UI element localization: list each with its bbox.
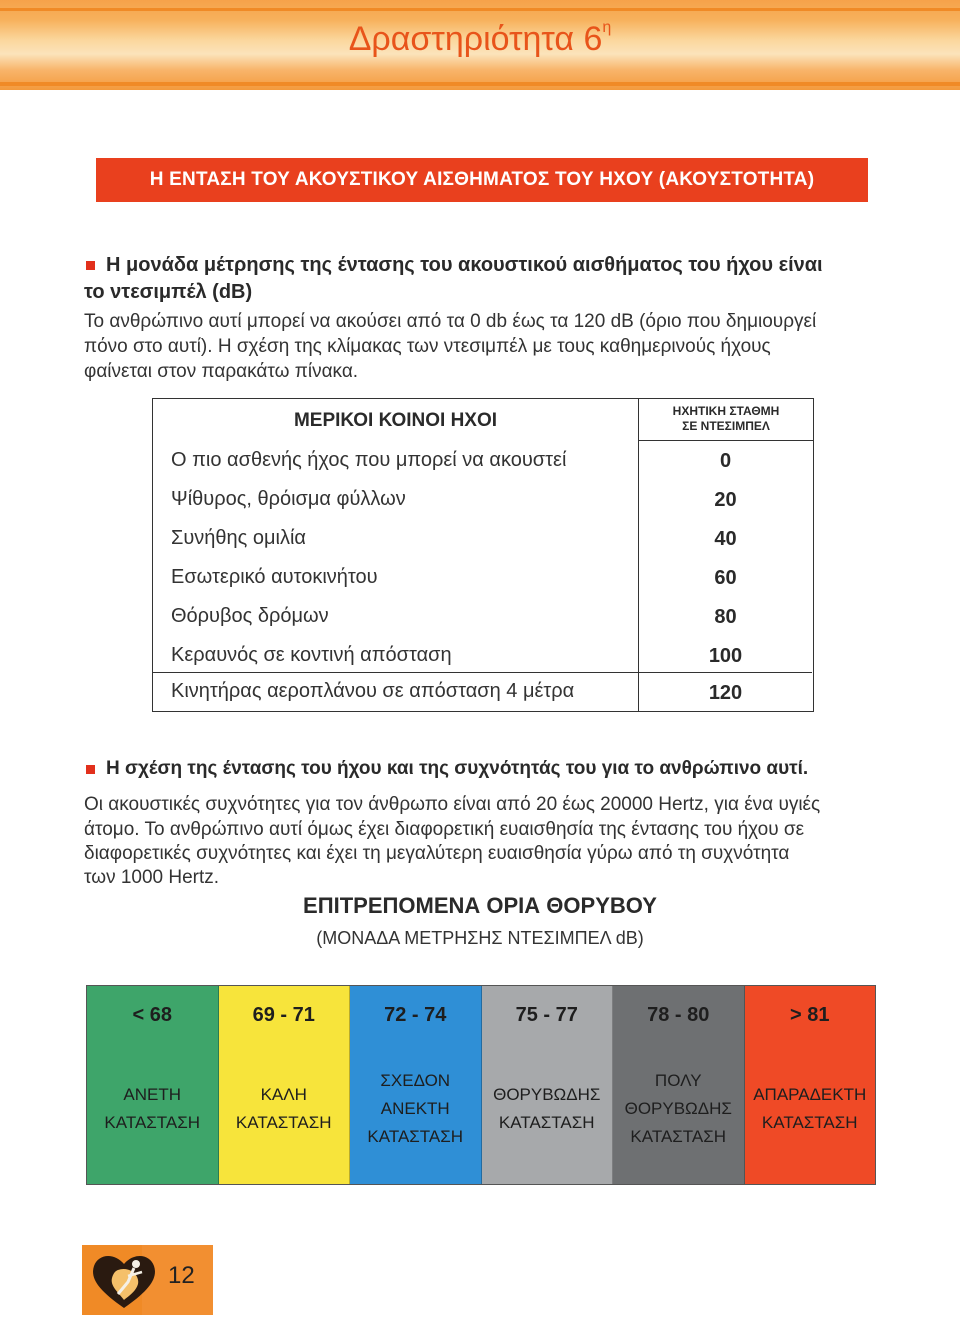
noise-limits-scale [86,985,876,1185]
noise-range: > 81 [790,1004,830,1026]
sound-decibels: 120 [638,672,812,711]
table-row [153,480,812,519]
table-header-decibels-line1: ΗΧΗΤΙΚΗ ΣΤΑΘΜΗ [672,404,780,418]
table-row [153,636,812,675]
header-stripe [0,8,960,11]
section2-paragraph-line3: διαφορετικές συχνότητες και έχει τη μεγαλύτερη ευαισθησία γύρω από τη συχνότητα [84,843,790,864]
section2-paragraph-line2: άτομο. Το ανθρώπινο αυτί όμως έχει διαφορετική ευαισθησία της έντασης του ήχου σε [84,819,805,840]
table-header-sounds: ΜΕΡΙΚΟΙ ΚΟΙΝΟΙ ΗΧΟΙ [293,410,498,431]
sound-name: Εσωτερικό αυτοκινήτου [171,566,378,588]
header-stripe [0,82,960,86]
heart-logo-icon [88,1250,160,1312]
table-row [153,672,812,711]
noise-limits-title: ΕΠΙΤΡΕΠΟΜΕΝΑ ΟΡΙΑ ΘΟΡΥΒΟΥ [303,893,657,918]
sound-name: Ο πιο ασθενής ήχος που μπορεί να ακουστεί [171,449,567,471]
sound-decibels: 100 [638,636,812,675]
sound-decibels: 80 [638,597,812,636]
table-header-decibels-line2: ΣΕ ΝΤΕΣΙΜΠΕΛ [682,419,770,433]
sound-decibels: 20 [638,480,812,519]
table-row [153,519,812,558]
noise-range: 72 - 74 [384,1004,447,1026]
noise-level-comfortable [87,986,219,1184]
table-row [153,441,812,480]
common-sounds-table [152,398,814,712]
sound-decibels: 0 [638,441,812,480]
section1-paragraph-line2: πόνο στο αυτί). Η σχέση της κλίμακας των ντεσιμπέλ με τους καθημερινούς ήχους [84,336,771,357]
bullet-icon [86,765,95,774]
noise-level-good [219,986,351,1184]
sound-name: Θόρυβος δρόμων [171,605,329,627]
noise-condition: ΘΟΡΥΒΩΔΗΣ ΚΑΤΑΣΤΑΣΗ [493,1085,601,1132]
section2-heading: Η σχέση της έντασης του ήχου και της συχνότητάς του για το ανθρώπινο αυτί. [106,758,809,779]
noise-condition: ΑΝΕΤΗ ΚΑΤΑΣΤΑΣΗ [104,1085,201,1132]
sound-decibels: 40 [638,519,812,558]
section2-paragraph-line1: Οι ακουστικές συχνότητες για τον άνθρωπο είναι από 20 έως 20000 Hertz, για ένα υγιές [84,794,821,815]
page-number: 12 [168,1262,195,1289]
noise-range: < 68 [132,1004,172,1026]
noise-level-tolerable [350,986,482,1184]
page-title-text: Δραστηριότητα 6 [348,20,603,58]
sound-name: Συνήθης ομιλία [171,527,306,549]
table-row [153,558,812,597]
bullet-icon [86,261,95,270]
noise-condition: ΑΠΑΡΑΔΕΚΤΗ ΚΑΤΑΣΤΑΣΗ [753,1085,867,1132]
table-row [153,597,812,636]
noise-range: 78 - 80 [647,1004,710,1026]
noise-level-unacceptable [745,986,876,1184]
sound-name: Κεραυνός σε κοντινή απόσταση [171,644,452,666]
noise-level-very-noisy [613,986,745,1184]
page-title [0,20,960,59]
noise-condition: ΠΟΛΥ ΘΟΡΥΒΩΔΗΣ ΚΑΤΑΣΤΑΣΗ [624,1071,732,1146]
noise-range: 69 - 71 [252,1004,315,1026]
sound-name: Κινητήρας αεροπλάνου σε απόσταση 4 μέτρα [171,680,575,702]
section1-paragraph-line1: Το ανθρώπινο αυτί μπορεί να ακούσει από τα 0 db έως τα 120 dB (όριο που δημιουργεί [84,311,817,332]
sound-name: Ψίθυρος, θρόισμα φύλλων [171,488,406,510]
page-title-superscript: η [602,18,612,36]
section1-heading-line2: το ντεσιμπέλ (dB) [84,281,253,303]
noise-condition: ΣΧΕΔΟΝ ΑΝΕΚΤΗ ΚΑΤΑΣΤΑΣΗ [367,1071,464,1146]
noise-level-noisy [482,986,614,1184]
section1-paragraph-line3: φαίνεται στον παρακάτω πίνακα. [84,361,359,382]
section1-heading-line1: Η μονάδα μέτρησης της έντασης του ακουστικού αισθήματος του ήχου είναι [106,254,823,276]
table-header-decibels [638,399,813,441]
sound-decibels: 60 [638,558,812,597]
noise-condition: ΚΑΛΗ ΚΑΤΑΣΤΑΣΗ [235,1085,332,1132]
section2-paragraph-line4: των 1000 Hertz. [84,867,220,888]
noise-range: 75 - 77 [515,1004,578,1026]
section-banner: Η ΕΝΤΑΣΗ ΤΟΥ ΑΚΟΥΣΤΙΚΟΥ ΑΙΣΘΗΜΑΤΟΣ ΤΟΥ ΗΧΟΥ (ΑΚΟΥΣΤΟΤΗΤΑ) [96,158,868,202]
noise-limits-subtitle: (ΜΟΝΑΔΑ ΜΕΤΡΗΣΗΣ ΝΤΕΣΙΜΠΕΛ dB) [316,928,644,948]
